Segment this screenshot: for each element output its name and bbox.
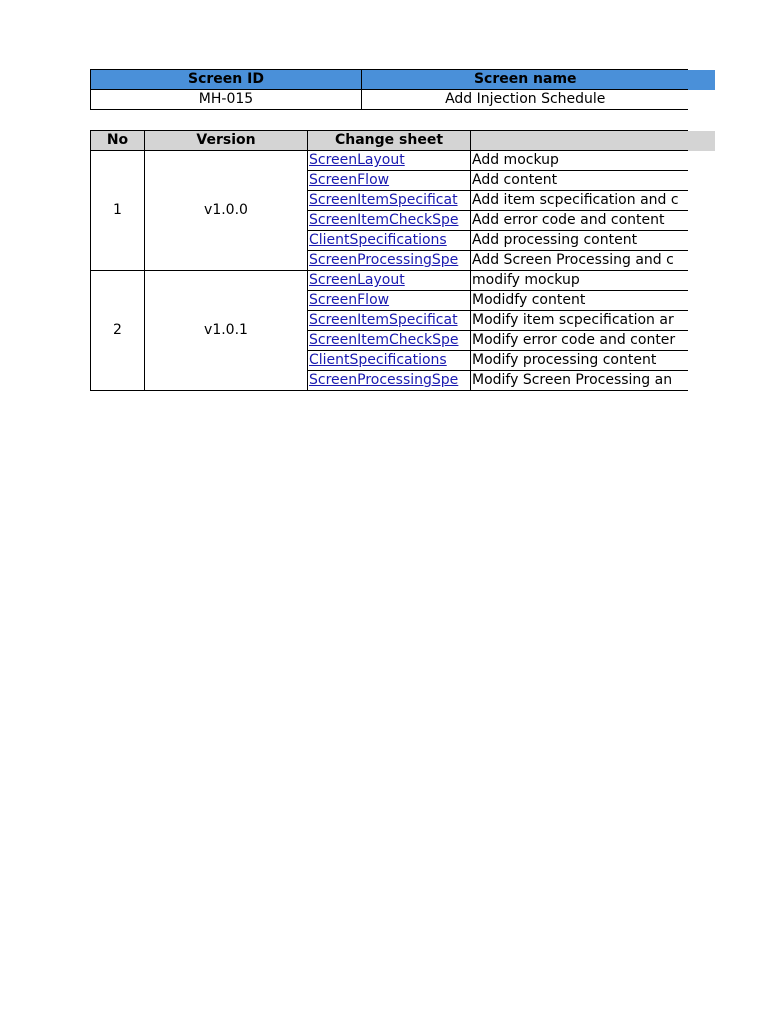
change-description: Modify Screen Processing an xyxy=(471,371,689,391)
sheet-link-screen-layout[interactable]: ScreenLayout xyxy=(309,272,405,288)
table-row xyxy=(91,271,689,291)
change-description: Modify error code and conter xyxy=(471,331,689,351)
sheet-link-screen-item-check-spec[interactable]: ScreenItemCheckSpe xyxy=(309,212,459,228)
sheet-link-screen-item-check-spec[interactable]: ScreenItemCheckSpe xyxy=(309,332,459,348)
table-row xyxy=(91,151,689,171)
sheet-link-screen-item-specification[interactable]: ScreenItemSpecificat xyxy=(309,192,458,208)
change-description: Add mockup xyxy=(471,151,689,171)
change-description: Add error code and content xyxy=(471,211,689,231)
change-description: Add content xyxy=(471,171,689,191)
change-history-table xyxy=(90,130,688,391)
sheet-link-screen-processing-spec[interactable]: ScreenProcessingSpe xyxy=(309,252,459,268)
sheet-link-client-specifications[interactable]: ClientSpecifications xyxy=(309,352,447,368)
screen-id-header: Screen ID xyxy=(91,70,362,90)
description-header xyxy=(471,131,689,151)
screen-info-table xyxy=(90,69,688,110)
sheet-link-client-specifications[interactable]: ClientSpecifications xyxy=(309,232,447,248)
screen-info-row xyxy=(91,90,689,110)
sheet-link-screen-layout[interactable]: ScreenLayout xyxy=(309,152,405,168)
change-description: modify mockup xyxy=(471,271,689,291)
change-no: 1 xyxy=(91,151,145,271)
screen-header-strip xyxy=(688,70,715,90)
sheet-link-screen-flow[interactable]: ScreenFlow xyxy=(309,292,390,308)
change-no: 2 xyxy=(91,271,145,391)
no-header: No xyxy=(91,131,145,151)
change-history-header-row xyxy=(91,131,689,151)
change-header-strip xyxy=(688,131,715,151)
change-version: v1.0.0 xyxy=(145,151,308,271)
sheet-link-screen-flow[interactable]: ScreenFlow xyxy=(309,172,390,188)
screen-info-header-row xyxy=(91,70,689,90)
change-description: Modify processing content xyxy=(471,351,689,371)
screen-id-value: MH-015 xyxy=(91,90,362,110)
document-body xyxy=(90,69,688,391)
change-description: Add Screen Processing and c xyxy=(471,251,689,271)
change-description: Add processing content xyxy=(471,231,689,251)
change-description: Modify item scpecification ar xyxy=(471,311,689,331)
sheet-link-screen-item-specification[interactable]: ScreenItemSpecificat xyxy=(309,312,458,328)
change-sheet-header: Change sheet xyxy=(308,131,471,151)
change-description: Add item scpecification and c xyxy=(471,191,689,211)
screen-name-header: Screen name xyxy=(362,70,689,90)
change-version: v1.0.1 xyxy=(145,271,308,391)
version-header: Version xyxy=(145,131,308,151)
change-description: Modidfy content xyxy=(471,291,689,311)
screen-name-value: Add Injection Schedule xyxy=(362,90,689,110)
sheet-link-screen-processing-spec[interactable]: ScreenProcessingSpe xyxy=(309,372,459,388)
